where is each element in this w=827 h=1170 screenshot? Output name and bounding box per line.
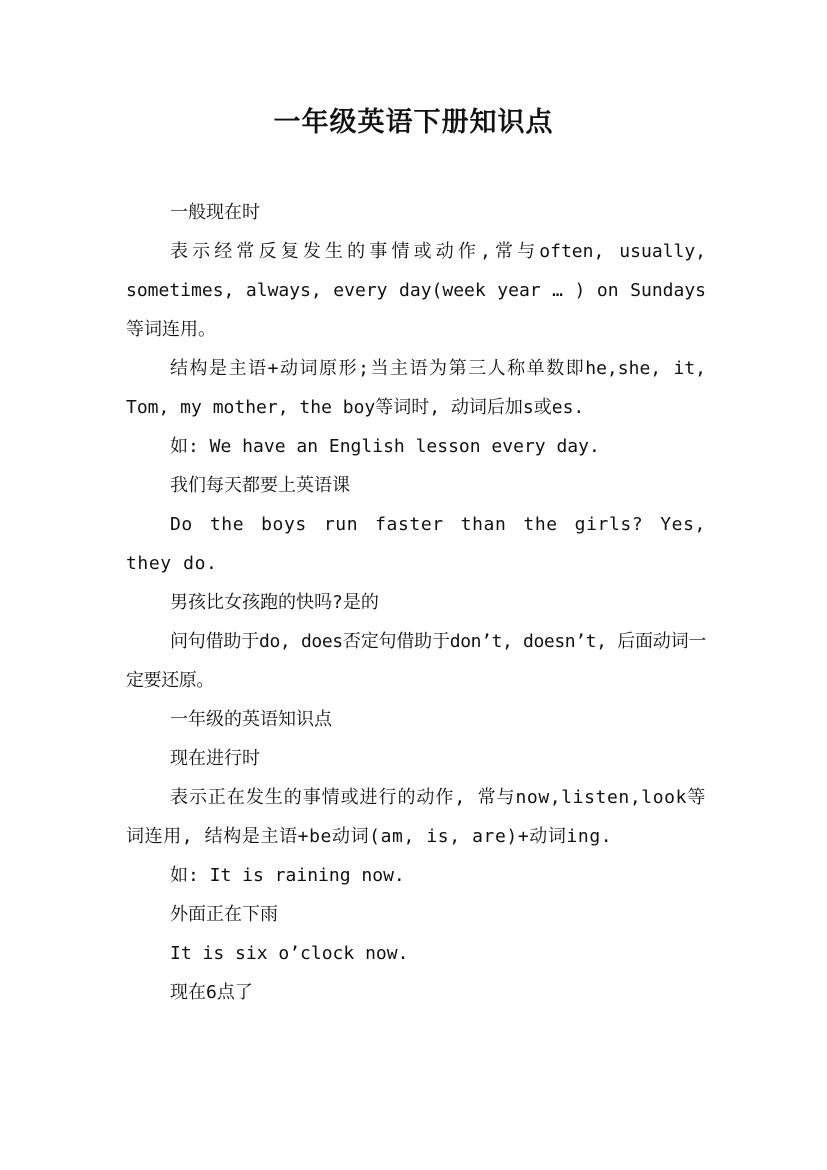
paragraph-simple-present-structure: 结构是主语+动词原形;当主语为第三人称单数即he,she, it, Tom, my mother, the boy等词时, 动词后加s或es. [126, 358, 706, 418]
paragraph-example-2-translation: 男孩比女孩跑的快吗?是的 [170, 592, 379, 613]
document-title: 一年级英语下册知识点 [273, 107, 554, 138]
paragraph-simple-present-heading: 一般现在时 [170, 202, 260, 223]
paragraph-grade-one-knowledge-heading: 一年级的英语知识点 [170, 709, 332, 730]
paragraph-example-1-translation: 我们每天都要上英语课 [170, 475, 350, 496]
paragraph-example-2: Do the boys run faster than the girls? Yes, they do. [126, 514, 706, 574]
paragraph-example-4-translation: 现在6点了 [170, 982, 253, 1003]
paragraph-example-1: 如: We have an English lesson every day. [170, 436, 600, 457]
paragraph-example-3-translation: 外面正在下雨 [170, 904, 278, 925]
paragraph-present-progressive-heading: 现在进行时 [170, 748, 260, 769]
paragraph-simple-present-usage: 表示经常反复发生的事情或动作,常与often, usually, sometimes, always, every day(week year … ) on Sundays等词连用。 [126, 241, 706, 340]
paragraph-question-negation-rule: 问句借助于do, does否定句借助于don’t, doesn’t, 后面动词一定要还原。 [126, 631, 706, 691]
paragraph-present-progressive-usage: 表示正在发生的事情或进行的动作, 常与now,listen,look等词连用, 结构是主语+be动词(am, is, are)+动词ing. [126, 787, 706, 847]
paragraph-example-4: It is six o’clock now. [170, 943, 409, 964]
paragraph-example-3: 如: It is raining now. [170, 865, 405, 886]
document-body [126, 193, 706, 1012]
